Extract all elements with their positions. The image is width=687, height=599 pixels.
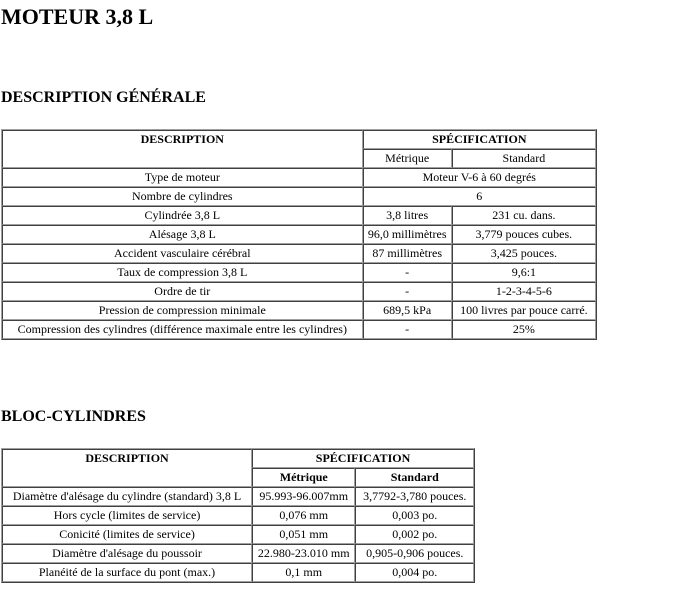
table-row bbox=[2, 544, 474, 563]
row-value-merged: Moteur V-6 à 60 degrés bbox=[363, 168, 596, 187]
row-value-metric: 87 millimètres bbox=[363, 244, 452, 263]
table-row bbox=[2, 525, 474, 544]
row-value-metric: 3,8 litres bbox=[363, 206, 452, 225]
row-value-metric: 95.993-96.007mm bbox=[252, 487, 355, 506]
row-label: Diamètre d'alésage du cylindre (standard) 3,8 L bbox=[2, 487, 252, 506]
header-specification: SPÉCIFICATION bbox=[363, 130, 596, 149]
section-title-cylinder-block: BLOC-CYLINDRES bbox=[1, 408, 146, 425]
header-specification: SPÉCIFICATION bbox=[252, 449, 474, 468]
row-value-metric: 689,5 kPa bbox=[363, 301, 452, 320]
row-label: Compression des cylindres (différence maximale entre les cylindres) bbox=[2, 320, 363, 339]
subheader-metric: Métrique bbox=[363, 149, 452, 168]
general-description-table bbox=[1, 129, 597, 340]
row-label: Alésage 3,8 L bbox=[2, 225, 363, 244]
row-label: Accident vasculaire cérébral bbox=[2, 244, 363, 263]
row-value-standard: 231 cu. dans. bbox=[452, 206, 596, 225]
row-value-standard: 0,905-0,906 pouces. bbox=[355, 544, 474, 563]
row-label: Nombre de cylindres bbox=[2, 187, 363, 206]
subheader-metric: Métrique bbox=[252, 468, 355, 487]
section-title-general-description: DESCRIPTION GÉNÉRALE bbox=[1, 89, 206, 106]
row-value-merged: 6 bbox=[363, 187, 596, 206]
row-value-metric: - bbox=[363, 282, 452, 301]
row-label: Conicité (limites de service) bbox=[2, 525, 252, 544]
row-label: Taux de compression 3,8 L bbox=[2, 263, 363, 282]
table-row bbox=[2, 187, 596, 206]
subheader-standard: Standard bbox=[355, 468, 474, 487]
row-label: Hors cycle (limites de service) bbox=[2, 506, 252, 525]
row-value-standard: 3,7792-3,780 pouces. bbox=[355, 487, 474, 506]
table-row bbox=[2, 244, 596, 263]
table-row bbox=[2, 168, 596, 187]
table-row bbox=[2, 263, 596, 282]
row-label: Type de moteur bbox=[2, 168, 363, 187]
row-label: Diamètre d'alésage du poussoir bbox=[2, 544, 252, 563]
row-label: Cylindrée 3,8 L bbox=[2, 206, 363, 225]
row-value-standard: 9,6:1 bbox=[452, 263, 596, 282]
row-label: Ordre de tir bbox=[2, 282, 363, 301]
row-value-standard: 0,004 po. bbox=[355, 563, 474, 582]
row-value-metric: 22.980-23.010 mm bbox=[252, 544, 355, 563]
table-row bbox=[2, 282, 596, 301]
table-row bbox=[2, 487, 474, 506]
table-row bbox=[2, 320, 596, 339]
table-row bbox=[2, 301, 596, 320]
page-title: MOTEUR 3,8 L bbox=[1, 4, 154, 29]
table-header-row bbox=[2, 449, 474, 468]
row-value-standard: 100 livres par pouce carré. bbox=[452, 301, 596, 320]
row-label: Planéité de la surface du pont (max.) bbox=[2, 563, 252, 582]
table-row bbox=[2, 563, 474, 582]
subheader-standard: Standard bbox=[452, 149, 596, 168]
row-value-metric: 0,076 mm bbox=[252, 506, 355, 525]
row-value-standard: 1-2-3-4-5-6 bbox=[452, 282, 596, 301]
table-row bbox=[2, 225, 596, 244]
header-description: DESCRIPTION bbox=[2, 449, 252, 487]
table-row bbox=[2, 506, 474, 525]
table-header-row bbox=[2, 130, 596, 149]
row-value-standard: 3,425 pouces. bbox=[452, 244, 596, 263]
row-value-metric: - bbox=[363, 263, 452, 282]
row-value-standard: 0,003 po. bbox=[355, 506, 474, 525]
row-label: Pression de compression minimale bbox=[2, 301, 363, 320]
row-value-metric: 0,051 mm bbox=[252, 525, 355, 544]
row-value-metric: - bbox=[363, 320, 452, 339]
header-description: DESCRIPTION bbox=[2, 130, 363, 168]
row-value-standard: 25% bbox=[452, 320, 596, 339]
cylinder-block-table bbox=[1, 448, 475, 583]
row-value-metric: 0,1 mm bbox=[252, 563, 355, 582]
table-row bbox=[2, 206, 596, 225]
row-value-standard: 0,002 po. bbox=[355, 525, 474, 544]
row-value-standard: 3,779 pouces cubes. bbox=[452, 225, 596, 244]
row-value-metric: 96,0 millimètres bbox=[363, 225, 452, 244]
